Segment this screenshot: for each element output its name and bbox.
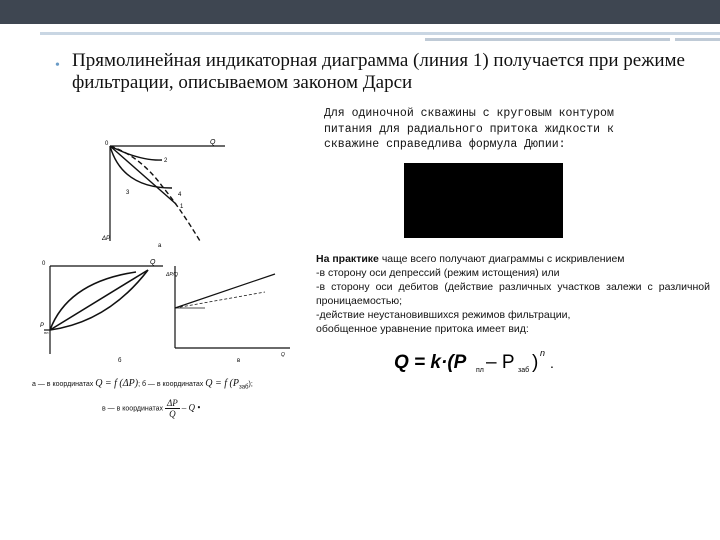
slide-title: Прямолинейная индикаторная диаграмма (линия 1) получается при режиме фильтрации, описываемом законом Дарси — [72, 50, 685, 93]
indicator-diagram-c — [165, 262, 295, 366]
fig-a-axis-x-label: Q — [210, 139, 216, 146]
formula-sub-zab: заб — [518, 367, 530, 374]
indicator-diagram-a — [100, 136, 230, 248]
fig-b-line — [50, 270, 148, 330]
formula-dot: . — [550, 355, 554, 371]
slide-top-bar — [0, 0, 720, 24]
fig-b-axis-y-label: P — [40, 323, 45, 329]
practice-line-1: На практике чаще всего получают диаграммы с искривлением — [316, 253, 625, 265]
fig-c-line-rising — [175, 274, 275, 308]
formula-sub-pl: пл — [476, 367, 484, 374]
practice-line-5: обобщенное уравнение притока имеет вид: — [316, 323, 529, 335]
fig-b-axis-y-sub: пл — [44, 330, 49, 335]
curve-label-1: 1 — [180, 204, 184, 210]
fig-c-sublabel: в — [237, 358, 241, 364]
curve-1 — [110, 146, 176, 204]
general-inflow-formula — [390, 346, 590, 378]
formula-mid: – P — [486, 352, 515, 373]
curve-3 — [110, 146, 172, 188]
fig-b-axis-x-label: Q — [150, 259, 156, 266]
title-bullet: • — [55, 58, 60, 73]
practice-line-2: -в сторону оси депрессий (режим истощения) или — [316, 267, 560, 279]
curve-label-2: 2 — [164, 158, 168, 164]
fig-a-axis-y-label: ΔP — [102, 236, 111, 242]
indicator-diagram-b — [38, 254, 168, 366]
caption-line-2: в — в координатах $\frac{\Delta P}{Q}$ – Q • — [102, 398, 201, 419]
practice-line-3: -в сторону оси дебитов (действие различных участков залежи с различной проницаемостью; — [316, 281, 710, 307]
fig-c-line-dashed — [175, 292, 265, 308]
fig-b-origin: 0 — [42, 261, 46, 267]
curve-label-3: 3 — [126, 190, 130, 196]
caption-line-1: а — в координатах Q = f (ΔP); б — в координатах Q = f $(P_{заб})$; — [32, 378, 253, 391]
practice-line-4: -действие неустановившихся режимов фильтрации, — [316, 309, 571, 321]
fig-a-sublabel: а — [158, 243, 162, 248]
dupuit-intro-text: Для одиночной скважины с круговым контуром питания для радиального притока жидкости к скважине справедлива формула Дюпии: — [324, 107, 614, 151]
formula-lhs: Q = k·(P — [394, 352, 467, 373]
practice-text-block — [316, 252, 710, 336]
fig-c-axis-x-label: Q — [281, 352, 285, 358]
slide-decor-stripes — [0, 24, 720, 48]
fig-c-axis-y-label: ΔP/Q — [166, 272, 178, 278]
formula-close: ) — [532, 352, 539, 373]
dupuit-formula-image — [404, 163, 563, 238]
curve-label-4: 4 — [178, 192, 182, 198]
fig-a-origin: 0 — [105, 141, 109, 147]
formula-exponent: n — [540, 348, 546, 358]
fig-b-sublabel: б — [118, 358, 122, 364]
practice-bold: На практике — [316, 253, 379, 265]
caption-fraction: $\frac{\Delta P}{Q}$ — [167, 398, 178, 419]
